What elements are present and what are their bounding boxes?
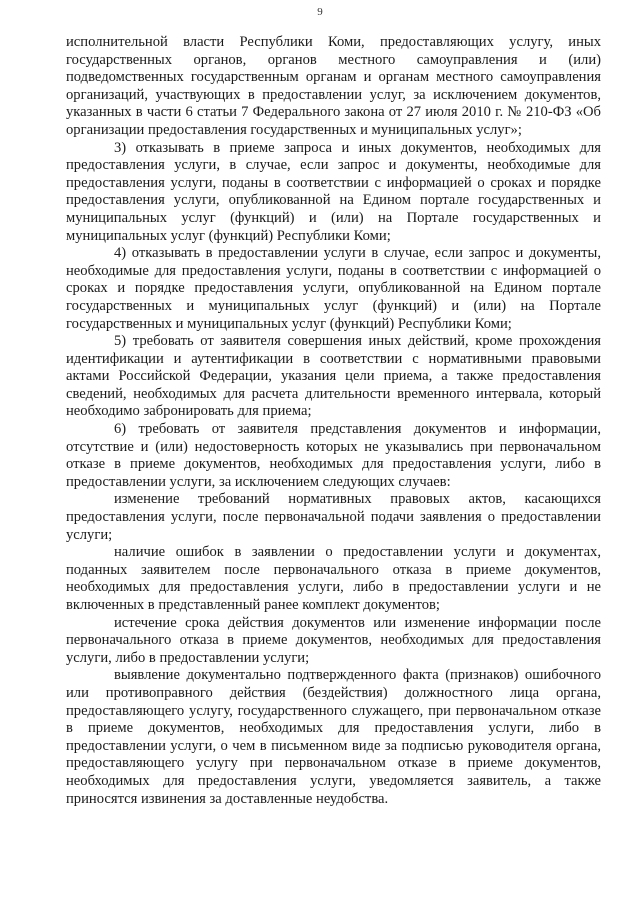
- paragraph-exception-requirements-change: изменение требований нормативных правовых актов, касающихся предоставления услуги, после первоначальной подачи заявления о предоставлении услуги;: [66, 491, 601, 543]
- paragraph-exception-expiry: истечение срока действия документов или изменение информации после первоначального отказа в приеме документов, необходимых для предоставления услуги, либо в предоставлении услуги;: [66, 614, 601, 666]
- document-body: [66, 34, 601, 808]
- paragraph-continuation: исполнительной власти Республики Коми, предоставляющих услугу, иных государственных органов, органов местного самоуправления и (или) подведомственных государственным органам и органам местного самоуправления организаций, участвующих в предоставлении услуг, за исключением документов, указанных в части 6 статьи 7 Федерального закона от 27 июля 2010 г. № 210-ФЗ «Об организации предоставления государственных и муниципальных услуг»;: [66, 34, 601, 138]
- paragraph-exception-official-error: выявление документально подтвержденного факта (признаков) ошибочного или противоправного действия (бездействия) должностного лица органа, предоставляющего услугу, государственного служащего, при первоначальном отказе в приеме документов, необходимых для предоставления услуги, либо в предоставлении услуги, о чем в письменном виде за подписью руководителя органа, предоставляющего услугу при первоначальном отказе в приеме документов, необходимых для предоставления услуги, уведомляется заявитель, а также приносятся извинения за доставленные неудобства.: [66, 667, 601, 807]
- paragraph-exception-errors: наличие ошибок в заявлении о предоставлении услуги и документах, поданных заявителем после первоначального отказа в приеме документов, необходимых для предоставления услуги, либо в предоставлении услуги и не включенных в представленный ранее комплект документов;: [66, 544, 601, 613]
- paragraph-item-6: 6) требовать от заявителя представления документов и информации, отсутствие и (или) недостоверность которых не указывались при первоначальном отказе в приеме документов, необходимых для предоставления услуги, либо в предоставлении услуги, за исключением следующих случаев:: [66, 421, 601, 490]
- paragraph-item-4: 4) отказывать в предоставлении услуги в случае, если запрос и документы, необходимые для предоставления услуги, поданы в соответствии с информацией о сроках и порядке предоставления услуги, опубликованной на Едином портале государственных и муниципальных услуг (функций) и (или) на Портале государственных и муниципальных услуг (функций) Республики Коми;: [66, 245, 601, 332]
- paragraph-item-3: 3) отказывать в приеме запроса и иных документов, необходимых для предоставления услуги, в случае, если запрос и документы, необходимые для предоставления услуги, поданы в соответствии с информацией о сроках и порядке предоставления услуги, опубликованной на Едином портале государственных и муниципальных услуг (функций) и (или) на Портале государственных и муниципальных услуг (функций) Республики Коми;: [66, 139, 601, 244]
- page-number: 9: [317, 6, 323, 18]
- paragraph-item-5: 5) требовать от заявителя совершения иных действий, кроме прохождения идентификации и аутентификации в соответствии с нормативными правовыми актами Российской Федерации, указания цели приема, а также предоставления сведений, необходимых для расчета длительности временного интервала, который необходимо забронировать для приема;: [66, 333, 601, 420]
